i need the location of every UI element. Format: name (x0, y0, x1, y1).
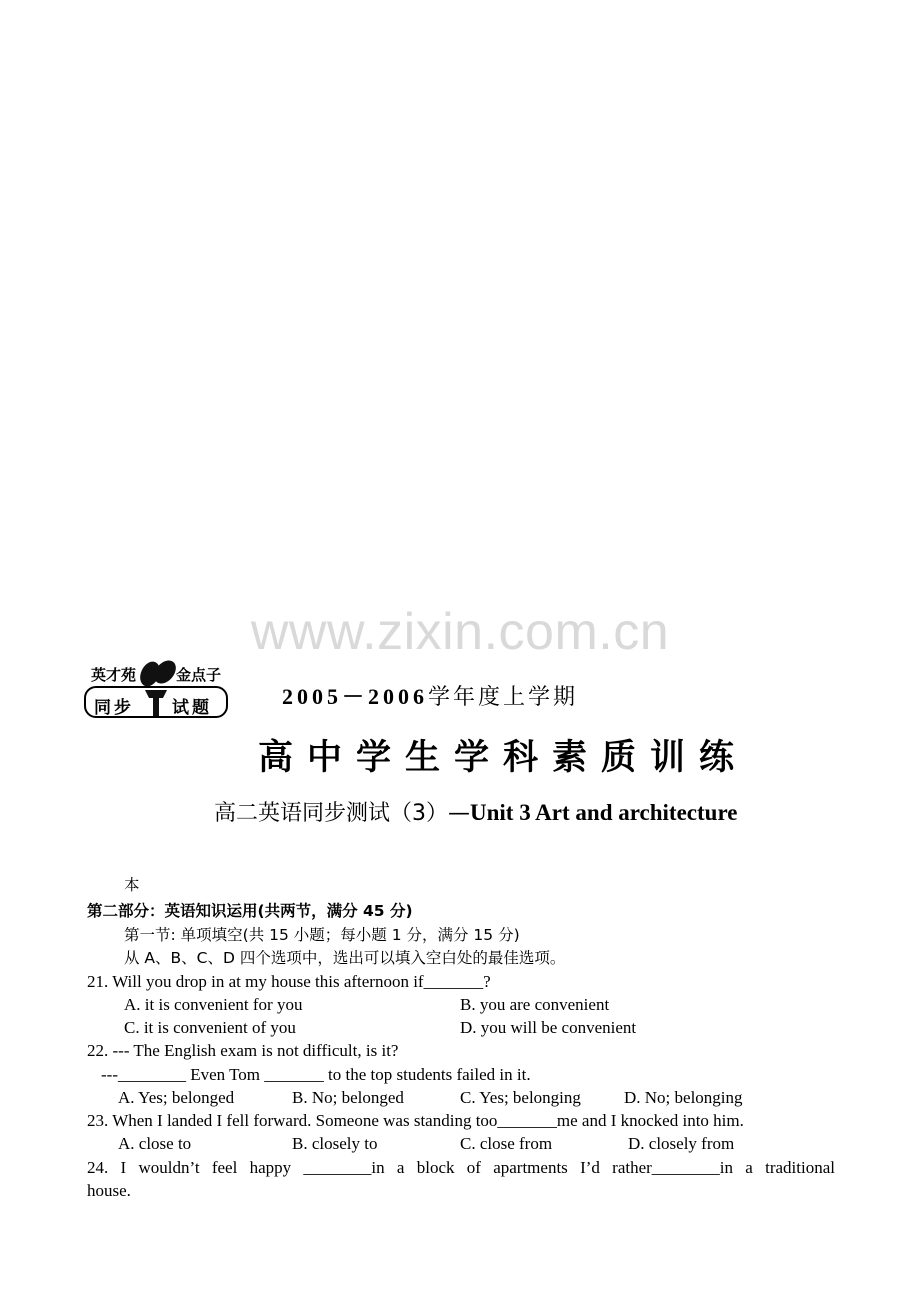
year-range: 2005－2006 (282, 684, 429, 709)
subtitle-en: Unit 3 Art and architecture (470, 800, 738, 825)
subtitle-cn: 高二英语同步测试（3）— (214, 801, 470, 826)
logo-text-bottom-right: 试题 (172, 698, 212, 718)
logo-text-bottom-left: 同步 (94, 698, 134, 718)
page-title: 高中学生学科素质训练 (257, 738, 748, 778)
question-21-stem: 21. Will you drop in at my house this afternoon if_______? (87, 972, 491, 991)
question-22-option-a: A. Yes; belonged (118, 1088, 235, 1107)
publisher-logo (84, 660, 234, 722)
question-23-option-a: A. close to (118, 1134, 192, 1153)
question-22-option-b: B. No; belonged (292, 1088, 404, 1107)
question-24-stem-continued: house. (87, 1181, 131, 1200)
logo-text-top-right: 金点子 (176, 666, 222, 684)
question-22-stem-reply: ---________ Even Tom _______ to the top students failed in it. (101, 1065, 531, 1084)
page-subtitle (214, 796, 737, 827)
instruction-text: 从 A、B、C、D 四个选项中，选出可以填入空白处的最佳选项。 (124, 949, 566, 967)
question-21-option-d: D. you will be convenient (460, 1018, 637, 1037)
question-21-option-a: A. it is convenient for you (124, 995, 303, 1014)
stray-character: 本 (124, 876, 140, 894)
question-22-option-c: C. Yes; belonging (460, 1088, 581, 1107)
question-23-option-b: B. closely to (292, 1134, 378, 1153)
year-suffix: 学年度上学期 (428, 685, 579, 710)
question-24-stem: 24. I wouldn’t feel happy ________in a block of apartments I’d rather________in a traditional (87, 1158, 835, 1177)
question-22-option-d: D. No; belonging (624, 1088, 743, 1107)
logo-text-top-left: 英才苑 (91, 666, 137, 684)
question-21-option-c: C. it is convenient of you (124, 1018, 296, 1037)
section-heading: 第二部分：英语知识运用(共两节，满分 45 分) (87, 902, 413, 920)
question-23-option-d: D. closely from (628, 1134, 735, 1153)
question-23-stem: 23. When I landed I fell forward. Someone was standing too_______me and I knocked into him. (87, 1111, 744, 1130)
question-22-stem: 22. --- The English exam is not difficult, is it? (87, 1041, 399, 1060)
watermark: www.zixin.com.cn (250, 603, 670, 661)
part-heading: 第一节: 单项填空(共 15 小题；每小题 1 分，满分 15 分) (124, 926, 520, 944)
question-23-option-c: C. close from (460, 1134, 553, 1153)
question-21-option-b: B. you are convenient (460, 995, 610, 1014)
academic-year (282, 680, 578, 711)
